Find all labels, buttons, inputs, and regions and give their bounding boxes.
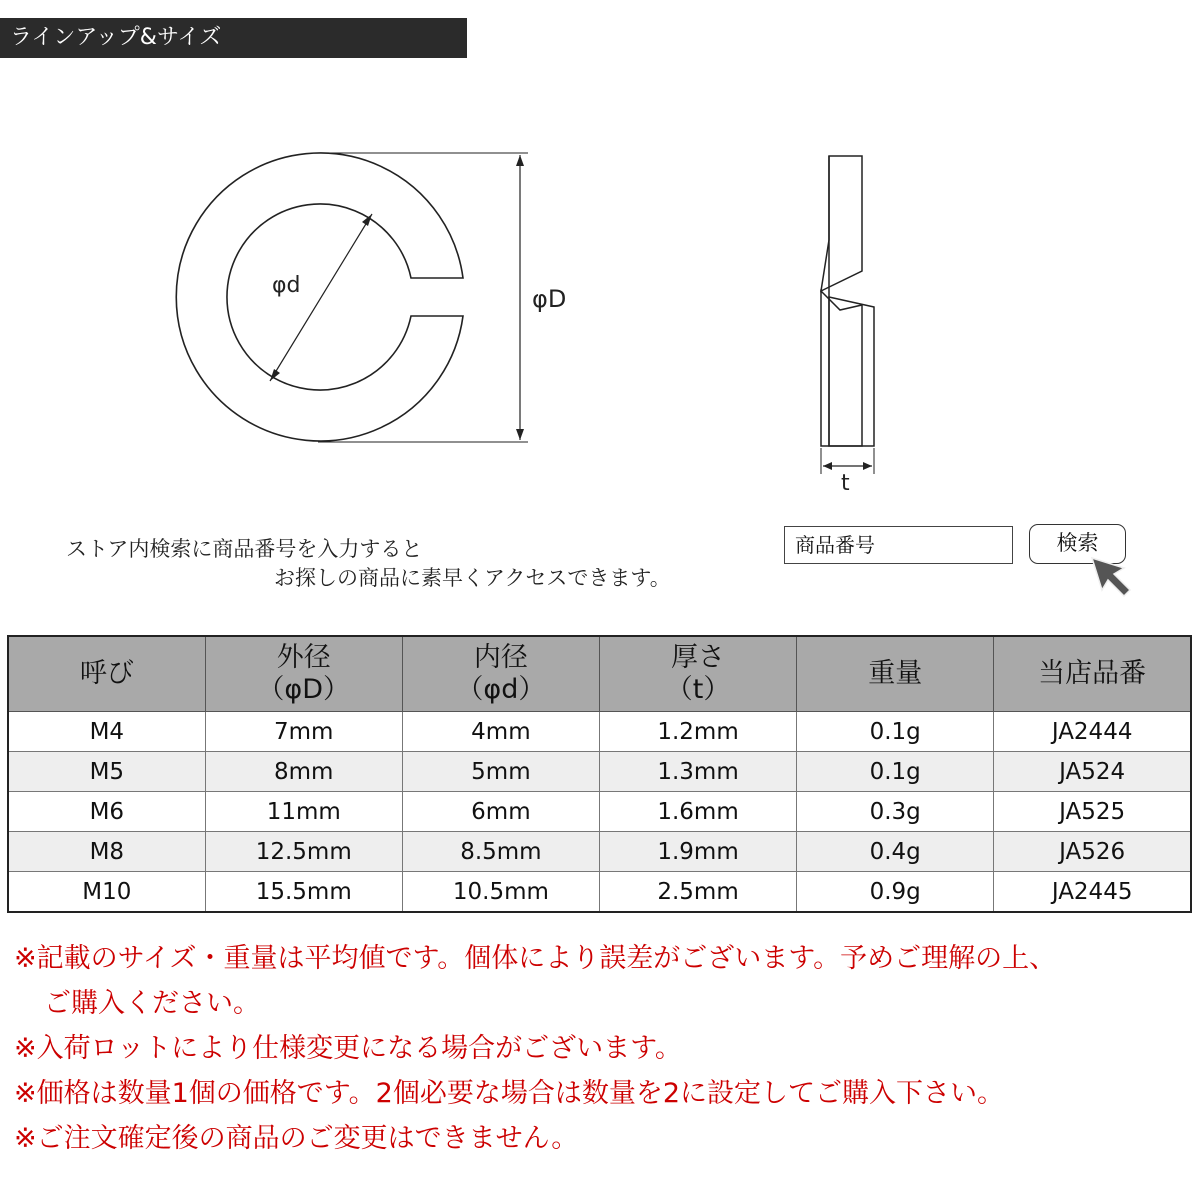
cell-weight: 0.9g — [797, 872, 994, 913]
search-caption-line1: ストア内検索に商品番号を入力すると — [66, 537, 423, 561]
cell-weight: 0.4g — [797, 832, 994, 872]
cell-inner-diameter: 6mm — [402, 792, 599, 832]
search-caption-line2: お探しの商品に素早くアクセスできます。 — [274, 566, 671, 590]
note-item: ※価格は数量1個の価格です。2個必要な場合は数量を2に設定してご購入下さい。 — [14, 1078, 1004, 1109]
cell-thickness: 2.5mm — [599, 872, 796, 913]
header-outer-diameter: 外径 （φD） — [205, 636, 402, 712]
header-inner-diameter: 内径 （φd） — [402, 636, 599, 712]
table-row — [8, 712, 1191, 752]
cell-nominal: M6 — [8, 792, 205, 832]
search-button[interactable]: 検索 — [1029, 524, 1126, 564]
cell-inner-diameter: 8.5mm — [402, 832, 599, 872]
header-product-number: 当店品番 — [994, 636, 1191, 712]
cell-outer-diameter: 12.5mm — [205, 832, 402, 872]
outer-diameter-label: φD — [532, 285, 567, 313]
table-row — [8, 792, 1191, 832]
table-row — [8, 872, 1191, 913]
cell-product-number: JA2444 — [994, 712, 1191, 752]
table-row — [8, 752, 1191, 792]
size-spec-table — [7, 635, 1192, 913]
note-item: ※入荷ロットにより仕様変更になる場合がございます。 — [14, 1033, 682, 1064]
header-weight: 重量 — [797, 636, 994, 712]
cell-weight: 0.3g — [797, 792, 994, 832]
cell-weight: 0.1g — [797, 752, 994, 792]
cell-nominal: M8 — [8, 832, 205, 872]
cursor-arrow-icon — [1088, 554, 1138, 604]
cell-outer-diameter: 7mm — [205, 712, 402, 752]
cell-thickness: 1.3mm — [599, 752, 796, 792]
cell-inner-diameter: 5mm — [402, 752, 599, 792]
inner-diameter-label: φd — [272, 273, 301, 298]
note-item: ※ご注文確定後の商品のご変更はできません。 — [14, 1123, 579, 1154]
washer-side-view — [821, 156, 874, 446]
cell-product-number: JA524 — [994, 752, 1191, 792]
cell-outer-diameter: 15.5mm — [205, 872, 402, 913]
cell-thickness: 1.2mm — [599, 712, 796, 752]
cell-outer-diameter: 8mm — [205, 752, 402, 792]
cell-nominal: M10 — [8, 872, 205, 913]
cell-nominal: M5 — [8, 752, 205, 792]
notes-section — [14, 936, 1194, 1161]
cell-product-number: JA2445 — [994, 872, 1191, 913]
table-row — [8, 832, 1191, 872]
header-thickness: 厚さ （t） — [599, 636, 796, 712]
cell-weight: 0.1g — [797, 712, 994, 752]
cell-product-number: JA525 — [994, 792, 1191, 832]
washer-front-view — [176, 153, 463, 441]
cell-inner-diameter: 10.5mm — [402, 872, 599, 913]
table-header-row — [8, 636, 1191, 712]
cell-outer-diameter: 11mm — [205, 792, 402, 832]
cell-inner-diameter: 4mm — [402, 712, 599, 752]
section-title: ラインアップ&サイズ — [0, 18, 467, 58]
thickness-label: t — [841, 471, 850, 496]
cell-thickness: 1.6mm — [599, 792, 796, 832]
note-item: ご購入ください。 — [44, 988, 260, 1019]
cell-thickness: 1.9mm — [599, 832, 796, 872]
cell-product-number: JA526 — [994, 832, 1191, 872]
product-number-input[interactable]: 商品番号 — [784, 526, 1013, 564]
header-nominal: 呼び — [8, 636, 205, 712]
note-item: ※記載のサイズ・重量は平均値です。個体により誤差がございます。予めご理解の上、 — [14, 943, 1057, 974]
cell-nominal: M4 — [8, 712, 205, 752]
